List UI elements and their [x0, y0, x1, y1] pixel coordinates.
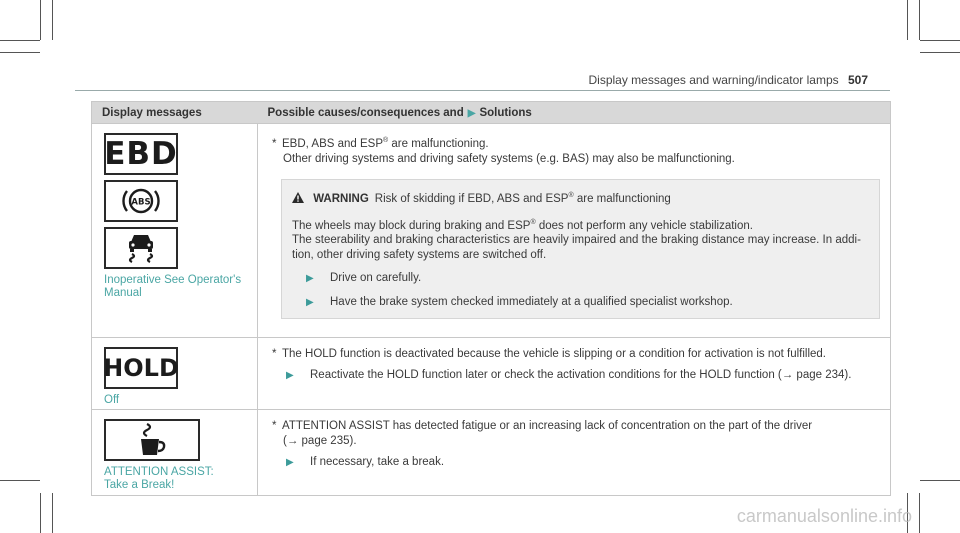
- step-arrow-icon: ▶: [286, 370, 294, 382]
- col-header-causes-solutions: Possible causes/consequences and ▶ Solutions: [258, 102, 891, 124]
- solution-arrow-icon: ▶: [467, 107, 476, 119]
- display-messages-table: [91, 101, 891, 496]
- header-rule: [75, 90, 890, 91]
- crop-mark: [919, 493, 920, 533]
- status-inoperative: Inoperative See Operator's Manual: [104, 274, 242, 299]
- cause-extra-text: Other driving systems and driving safety systems (e.g. BAS) may also be malfunctioning.: [283, 152, 735, 165]
- crop-mark: [920, 480, 960, 481]
- crop-mark: [40, 0, 41, 40]
- cause-cell: [258, 410, 891, 496]
- indicator-cell: [92, 410, 258, 496]
- watermark: carmanualsonline.info: [736, 506, 912, 526]
- crop-mark: [0, 52, 40, 53]
- crop-mark: [40, 493, 41, 533]
- table-row: [92, 410, 891, 496]
- crop-mark: [920, 40, 960, 41]
- crop-mark: [52, 493, 53, 533]
- crop-mark: [52, 0, 53, 40]
- crop-mark: [0, 480, 40, 481]
- cause-text: * EBD, ABS and ESP® are malfunctioning.: [272, 137, 489, 150]
- warning-triangle-icon: [292, 193, 307, 205]
- col-header-display-messages: Display messages: [92, 102, 258, 124]
- crop-mark: [919, 0, 920, 40]
- solution-step: ▶ If necessary, take a break.: [272, 455, 880, 470]
- coffee-cup-icon: [104, 419, 200, 461]
- status-off: Off: [104, 394, 120, 407]
- crop-mark: [907, 0, 908, 40]
- solution-step: ▶ Reactivate the HOLD function later or check the activation conditions for the HOLD function (→ page 234).: [272, 368, 880, 383]
- cause-cell: [258, 124, 891, 338]
- ebd-icon: EBD: [104, 133, 178, 175]
- step-arrow-icon: ▶: [286, 457, 294, 469]
- cause-text: * The HOLD function is deactivated because the vehicle is slipping or a condition for activation is not fulfilled.: [272, 348, 826, 361]
- table-row: [92, 124, 891, 338]
- table-header-row: [92, 102, 891, 124]
- table-row: [92, 338, 891, 410]
- warning-paragraph: The wheels may block during braking and ESP® does not perform any vehicle stabilization.: [292, 218, 753, 232]
- cause-text: * ATTENTION ASSIST has detected fatigue or an increasing lack of concentration on the part of the driver: [272, 420, 813, 433]
- running-head-title: Display messages and warning/indicator lamps: [588, 73, 839, 87]
- solution-step: ▶ Drive on carefully.: [292, 271, 867, 286]
- skid-icon: [104, 227, 178, 269]
- cause-cell: [258, 338, 891, 410]
- cause-page-ref: (→ page 235).: [283, 435, 357, 448]
- warning-paragraph: The steerability and braking characteristics are heavily impaired and the braking distance may increase. In addi-tion, other driving safety systems are switched off.: [292, 234, 861, 262]
- warning-box: [281, 179, 880, 320]
- step-arrow-icon: ▶: [306, 273, 314, 285]
- crop-mark: [920, 52, 960, 53]
- step-arrow-icon: ▶: [306, 297, 314, 309]
- crop-mark: [0, 40, 40, 41]
- indicator-cell: [92, 124, 258, 338]
- page-number: 507: [847, 73, 868, 87]
- svg-text:ABS: ABS: [131, 197, 151, 208]
- solution-step: ▶ Have the brake system checked immediately at a qualified specialist workshop.: [292, 295, 867, 310]
- running-head: [589, 73, 869, 87]
- warning-heading: WARNING Risk of skidding if EBD, ABS and ESP® are malfunctioning: [292, 188, 867, 207]
- status-attention-assist: ATTENTION ASSIST: Take a Break!: [104, 466, 214, 492]
- abs-icon: [104, 180, 178, 222]
- hold-icon: HOLD: [104, 347, 178, 389]
- indicator-cell: [92, 338, 258, 410]
